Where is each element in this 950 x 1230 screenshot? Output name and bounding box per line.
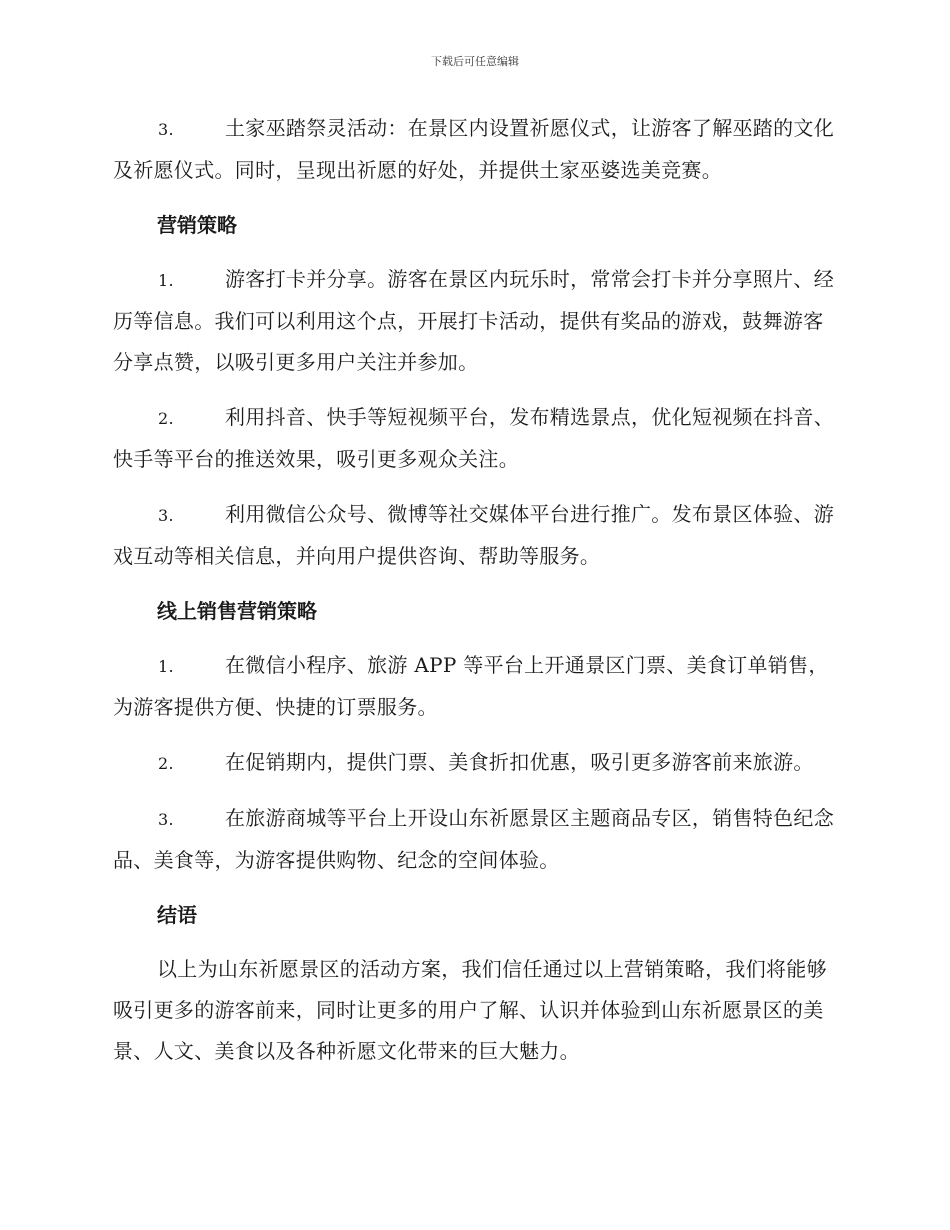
item-text: 利用微信公众号、微博等社交媒体平台进行推广。发布景区体验、游戏互动等相关信息，并向用户提供咨询、帮助等服务。 [113,502,834,568]
item-text: 土家巫踏祭灵活动：在景区内设置祈愿仪式，让游客了解巫踏的文化及祈愿仪式。同时，呈现出祈愿的好处，并提供土家巫婆选美竞赛。 [113,116,834,182]
list-item [113,108,838,191]
section-heading: 营销策略 [157,213,237,237]
section-heading: 线上销售营销策略 [157,599,317,623]
item-number: 3. [158,506,174,525]
item-text: 在微信小程序、旅游 APP 等平台上开通景区门票、美食订单销售，为游客提供方便、快捷的订票服务。 [113,653,829,719]
item-number: 1. [158,271,174,290]
item-number: 3. [158,120,174,139]
page-header: 下载后可任意编辑 [431,55,519,68]
list-item [113,798,838,881]
item-number: 1. [158,657,174,676]
list-item [113,742,838,784]
item-text: 游客打卡并分享。游客在景区内玩乐时，常常会打卡并分享照片、经历等信息。我们可以利用这个点，开展打卡活动，提供有奖品的游戏，鼓舞游客分享点赞，以吸引更多用户关注并参加。 [113,267,834,374]
document-body [113,108,838,1086]
item-number: 3. [158,810,174,829]
list-item [113,259,838,383]
list-item [113,494,838,577]
list-item [113,645,838,728]
item-text: 利用抖音、快手等短视频平台，发布精选景点，优化短视频在抖音、快手等平台的推送效果，吸引更多观众关注。 [113,405,834,471]
item-number: 2. [158,754,174,773]
item-number: 2. [158,409,174,428]
item-text: 在促销期内，提供门票、美食折扣优惠，吸引更多游客前来旅游。 [225,750,814,774]
item-text: 在旅游商城等平台上开设山东祈愿景区主题商品专区，销售特色纪念品、美食等，为游客提供购物、纪念的空间体验。 [113,806,834,872]
closing-paragraph: 以上为山东祈愿景区的活动方案，我们信任通过以上营销策略，我们将能够吸引更多的游客前来，同时让更多的用户了解、认识并体验到山东祈愿景区的美景、人文、美食以及各种祈愿文化带来的巨大魅力。 [113,957,827,1063]
section-heading: 结语 [157,903,197,927]
list-item [113,397,838,480]
